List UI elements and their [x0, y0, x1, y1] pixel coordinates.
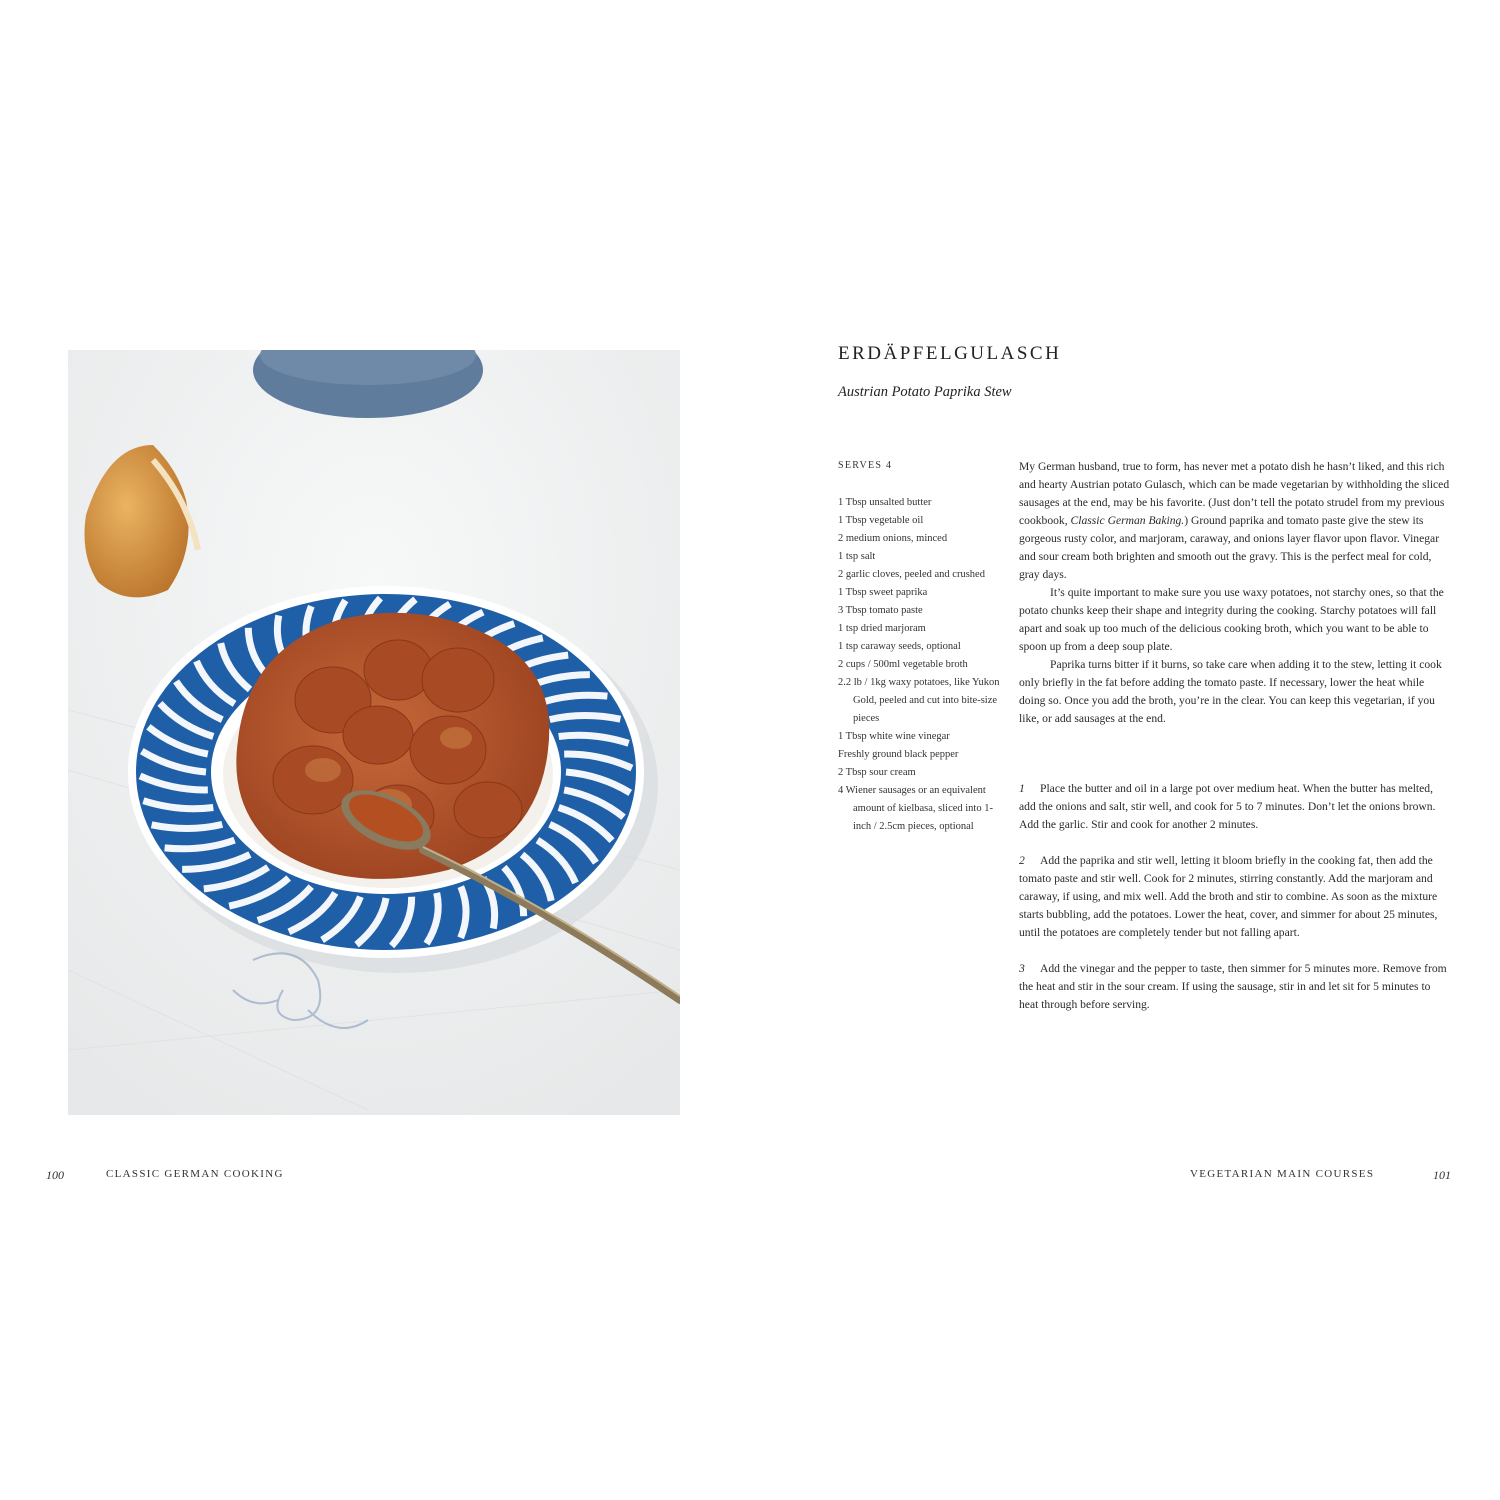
right-page-number: 101 — [1433, 1168, 1451, 1182]
ingredient-item: 1 tsp salt — [838, 551, 876, 562]
stew-bowl-illustration — [68, 350, 680, 1115]
intro-paragraph-2: It’s quite important to make sure you use waxy potatoes, not starchy ones, so that the potato chunks keep their shape and integrity during the cooking. Starchy potatoes will fall apart and soak up too much of the delicious cooking broth, which you want to be able to spoon up from a deep soup plate. — [1019, 586, 1444, 653]
recipe-photo — [68, 350, 680, 1115]
ingredient-item: 1 Tbsp unsalted butter — [838, 497, 932, 508]
ingredient-item: 1 Tbsp vegetable oil — [838, 515, 924, 526]
book-title: Classic German Baking. — [1070, 514, 1185, 527]
step-number: 3 — [1019, 962, 1025, 975]
intro-text: My German husband, true to form, has never met a potato dish he hasn’t liked, and this rich and hearty Austrian potato Gulasch, which can be made vegetarian by withholding the sliced sausages at the end, may be his favorite. (Just don’t tell the potato strudel from my previous cookbook, — [1019, 460, 1450, 527]
intro-paragraph-3: Paprika turns bitter if it burns, so take care when adding it to the stew, letting it cook only briefly in the fat before adding the tomato paste. If necessary, lower the heat while doing so. Once you add the broth, you’re in the clear. You can keep this vegetarian, if you like, or add sausages at the end. — [1019, 658, 1442, 725]
ingredient-item: 2.2 lb / 1kg waxy potatoes, like Yukon Gold, peeled and cut into bite-size pieces — [838, 677, 1000, 724]
step-text: Add the vinegar and the pepper to taste, then simmer for 5 minutes more. Remove from the heat and stir in the sour cream. If using the sausage, stir in and let sit for 5 minutes to heat through before serving. — [1019, 962, 1447, 1011]
intro-text: ) Ground paprika and tomato paste give the stew its gorgeous rusty color, and marjoram, caraway, and onions layer flavor upon flavor. Vinegar and sour cream both brighten and smooth out the gravy. This is the perfect meal for cold, gray days. — [1019, 514, 1440, 581]
recipe-introduction — [1019, 458, 1451, 728]
ingredient-item: 1 tsp caraway seeds, optional — [838, 641, 961, 652]
ingredient-item: 1 tsp dried marjoram — [838, 623, 926, 634]
method-step — [1019, 852, 1451, 942]
intro-paragraph-1 — [1019, 458, 1451, 584]
right-running-footer: VEGETARIAN MAIN COURSES — [1190, 1168, 1375, 1180]
method-steps — [1019, 780, 1451, 1032]
recipe-title: ERDÄPFELGULASCH — [838, 343, 1062, 364]
method-step — [1019, 780, 1451, 834]
ingredient-item: 2 cups / 500ml vegetable broth — [838, 659, 968, 670]
ingredient-item: 1 Tbsp white wine vinegar — [838, 731, 950, 742]
step-text: Place the butter and oil in a large pot over medium heat. When the butter has melted, add the onions and salt, stir well, and cook for 5 to 7 minutes. Don’t let the onions brown. Add the garlic. Stir and cook for another 2 minutes. — [1019, 782, 1436, 831]
step-number: 1 — [1019, 782, 1025, 795]
ingredient-item: 3 Tbsp tomato paste — [838, 605, 923, 616]
ingredient-item: 4 Wiener sausages or an equivalent amount of kielbasa, sliced into 1-inch / 2.5cm pieces, optional — [838, 785, 993, 832]
ingredient-item: 2 Tbsp sour cream — [838, 767, 916, 778]
step-number: 2 — [1019, 854, 1025, 867]
left-page-number: 100 — [46, 1168, 64, 1182]
left-running-footer: CLASSIC GERMAN COOKING — [106, 1168, 284, 1180]
method-step — [1019, 960, 1451, 1014]
step-text: Add the paprika and stir well, letting it bloom briefly in the cooking fat, then add the tomato paste and stir well. Cook for 2 minutes, stirring constantly. Add the marjoram and caraway, if using, and mix well. Add the broth and stir to combine. As soon as the mixture starts bubbling, add the potatoes. Lower the heat, cover, and simmer for about 25 minutes, until the potatoes are completely tender but not falling apart. — [1019, 854, 1438, 939]
ingredient-item: 2 medium onions, minced — [838, 533, 948, 544]
serves-label: SERVES 4 — [838, 460, 893, 471]
ingredient-item: 2 garlic cloves, peeled and crushed — [838, 569, 985, 580]
ingredient-list — [838, 494, 1003, 836]
ingredient-item: 1 Tbsp sweet paprika — [838, 587, 928, 598]
recipe-subtitle: Austrian Potato Paprika Stew — [838, 384, 1012, 400]
ingredient-item: Freshly ground black pepper — [838, 749, 959, 760]
